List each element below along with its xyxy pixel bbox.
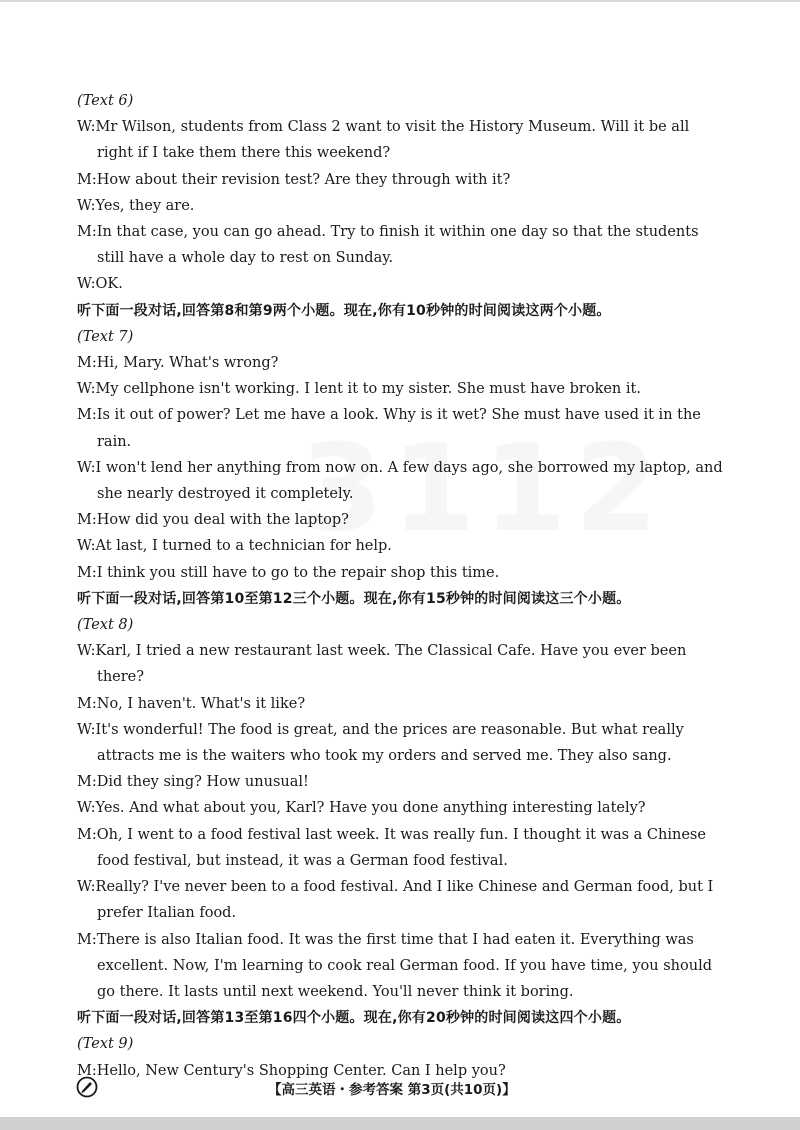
text-section-label: (Text 8) [77, 617, 134, 634]
dialogue-turn [77, 167, 723, 193]
speaker-colon: : [91, 512, 97, 529]
utterance-text: Really? I've never been to a food festival. And I like Chinese and German food, but I prefer Italian food. [95, 879, 714, 922]
speaker-label: W [77, 119, 91, 136]
speaker-label: M [77, 774, 92, 791]
utterance-text: Did they sing? How unusual! [96, 774, 309, 791]
speaker-label: M [77, 512, 92, 529]
speaker-colon: : [91, 774, 97, 791]
document-body [77, 88, 723, 1084]
speaker-colon: : [90, 879, 96, 896]
speaker-colon: : [91, 564, 97, 581]
dialogue-turn [77, 769, 723, 795]
dialogue-turn [77, 376, 723, 402]
listening-instruction: 听下面一段对话,回答第10至第12三个小题。现在,你有15秒钟的时间阅读这三个小题。 [77, 590, 631, 607]
speaker-colon: : [91, 931, 97, 948]
dialogue-turn [77, 560, 723, 586]
dialogue-turn [77, 638, 723, 690]
dialogue-turn [77, 114, 723, 166]
utterance-text: How about their revision test? Are they through with it? [96, 171, 511, 188]
speaker-label: M [77, 564, 92, 581]
dialogue-turn [77, 822, 723, 874]
speaker-colon: : [91, 695, 97, 712]
dialogue-turn [77, 350, 723, 376]
speaker-label: M [77, 171, 92, 188]
speaker-colon: : [90, 459, 96, 476]
speaker-label: M [77, 355, 92, 372]
listening-instruction: 听下面一段对话,回答第13至第16四个小题。现在,你有20秒钟的时间阅读这四个小题。 [77, 1010, 631, 1027]
speaker-colon: : [90, 119, 96, 136]
utterance-text: My cellphone isn't working. I lent it to my sister. She must have broken it. [95, 381, 641, 398]
utterance-text: At last, I turned to a technician for help. [95, 538, 392, 555]
speaker-colon: : [91, 171, 97, 188]
dialogue-turn [77, 219, 723, 271]
speaker-label: W [77, 197, 91, 214]
speaker-label: M [77, 695, 92, 712]
speaker-colon: : [90, 800, 96, 817]
speaker-label: W [77, 538, 91, 555]
dialogue-turn [77, 691, 723, 717]
speaker-label: W [77, 276, 91, 293]
utterance-text: Oh, I went to a food festival last week. It was really fun. I thought it was a Chinese food festival, but instead, it was a German food festival. [96, 826, 706, 869]
utterance-text: Hi, Mary. What's wrong? [96, 355, 279, 372]
speaker-colon: : [91, 826, 97, 843]
dialogue-turn [77, 271, 723, 297]
bottom-bar [0, 1117, 800, 1130]
utterance-text: Mr Wilson, students from Class 2 want to visit the History Museum. Will it be all right if I take them there this weekend? [95, 119, 690, 162]
utterance-text: It's wonderful! The food is great, and the prices are reasonable. But what really attracts me is the waiters who took my orders and served me. They also sang. [95, 721, 684, 765]
speaker-label: M [77, 1062, 92, 1079]
utterance-text: How did you deal with the laptop? [96, 512, 349, 529]
speaker-label: M [77, 826, 92, 843]
text-section-label: (Text 9) [77, 1036, 134, 1053]
speaker-label: W [77, 721, 91, 738]
text-section-label: (Text 6) [77, 93, 134, 109]
speaker-colon: : [90, 721, 96, 738]
speaker-colon: : [90, 276, 96, 293]
utterance-text: Yes. And what about you, Karl? Have you done anything interesting lately? [95, 800, 646, 817]
utterance-text: OK. [95, 276, 123, 293]
utterance-text: In that case, you can go ahead. Try to finish it within one day so that the students still have a whole day to rest on Sunday. [96, 224, 699, 267]
speaker-label: M [77, 224, 92, 241]
dialogue-turn [77, 795, 723, 821]
dialogue-turn [77, 533, 723, 559]
publisher-logo-icon [76, 1076, 98, 1098]
speaker-colon: : [90, 643, 96, 660]
top-border [0, 0, 800, 2]
speaker-label: W [77, 800, 91, 817]
speaker-colon: : [91, 355, 97, 372]
footer-page-info: 【高三英语・参考答案 第3页(共10页)】 [268, 1082, 516, 1098]
dialogue-turn [77, 402, 723, 454]
utterance-text: Karl, I tried a new restaurant last week. The Classical Cafe. Have you ever been there? [95, 643, 687, 686]
speaker-colon: : [90, 197, 96, 214]
dialogue-turn [77, 927, 723, 1006]
utterance-text: Hello, New Century's Shopping Center. Can I help you? [96, 1062, 506, 1079]
speaker-colon: : [90, 538, 96, 555]
dialogue-turn [77, 874, 723, 926]
speaker-colon: : [91, 407, 97, 424]
dialogue-turn [77, 193, 723, 219]
speaker-label: W [77, 879, 91, 896]
utterance-text: I think you still have to go to the repair shop this time. [96, 564, 500, 581]
utterance-text: I won't lend her anything from now on. A few days ago, she borrowed my laptop, and she nearly destroyed it completely. [95, 459, 723, 503]
utterance-text: Is it out of power? Let me have a look. Why is it wet? She must have used it in the rain. [96, 407, 701, 450]
page-footer [0, 1074, 800, 1114]
speaker-label: M [77, 931, 92, 948]
speaker-label: W [77, 643, 91, 660]
speaker-colon: : [90, 381, 96, 398]
speaker-colon: : [91, 224, 97, 241]
speaker-label: M [77, 407, 92, 424]
dialogue-turn [77, 455, 723, 507]
speaker-colon: : [91, 1062, 97, 1079]
speaker-label: W [77, 459, 91, 476]
text-section-label: (Text 7) [77, 328, 134, 345]
utterance-text: No, I haven't. What's it like? [96, 695, 306, 712]
speaker-label: W [77, 381, 91, 398]
dialogue-turn [77, 507, 723, 533]
listening-instruction: 听下面一段对话,回答第8和第9两个小题。现在,你有10秒钟的时间阅读这两个小题。 [77, 302, 611, 319]
utterance-text: There is also Italian food. It was the first time that I had eaten it. Everything was excellent. Now, I'm learning to cook real German food. If you have time, you should go there. It lasts until next weekend. You'll never think it boring. [96, 931, 712, 1000]
utterance-text: Yes, they are. [95, 197, 195, 214]
dialogue-turn [77, 717, 723, 769]
